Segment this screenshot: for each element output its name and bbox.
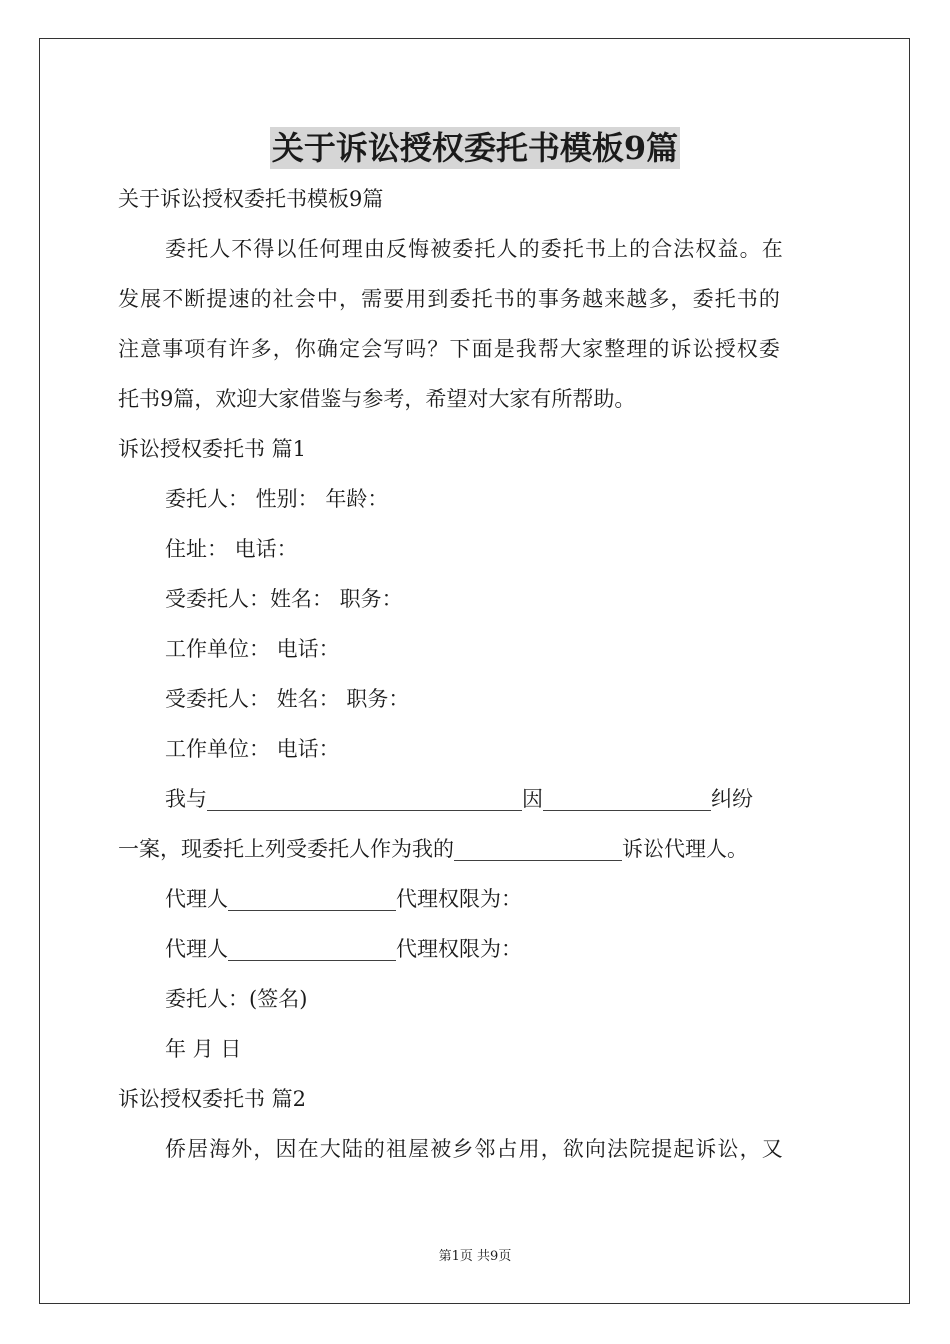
intro-line: 委托人不得以任何理由反悔被委托人的委托书上的合法权益。在 xyxy=(165,237,784,261)
form-line: 代理人________________代理权限为： xyxy=(165,937,522,961)
form-line: 一案，现委托上列受委托人作为我的________________诉讼代理人。 xyxy=(118,837,748,861)
document-title: 关于诉讼授权委托书模板9篇 xyxy=(271,129,679,167)
form-line: 年 月 日 xyxy=(165,1037,242,1061)
section-heading: 诉讼授权委托书 篇1 xyxy=(118,437,307,461)
form-line: 我与______________________________因________________纠纷 xyxy=(165,787,753,811)
form-line: 代理人________________代理权限为： xyxy=(165,887,522,911)
form-line: 受委托人：姓名： 职务： xyxy=(165,587,403,611)
subtitle: 关于诉讼授权委托书模板9篇 xyxy=(118,187,384,211)
form-line: 工作单位： 电话： xyxy=(165,737,340,761)
body-line: 侨居海外，因在大陆的祖屋被乡邻占用，欲向法院提起诉讼，又 xyxy=(165,1137,784,1161)
form-line: 委托人：(签名) xyxy=(165,987,308,1011)
intro-line: 托书9篇，欢迎大家借鉴与参考，希望对大家有所帮助。 xyxy=(118,387,636,411)
intro-line: 注意事项有许多，你确定会写吗？下面是我帮大家整理的诉讼授权委 xyxy=(118,337,781,361)
page-footer: 第1页 共9页 xyxy=(438,1249,512,1264)
form-line: 受委托人： 姓名： 职务： xyxy=(165,687,410,711)
form-line: 住址： 电话： xyxy=(165,537,298,561)
section-heading: 诉讼授权委托书 篇2 xyxy=(118,1087,307,1111)
title-wrap xyxy=(0,127,950,169)
page-border xyxy=(39,38,910,1304)
form-line: 委托人： 性别： 年龄： xyxy=(165,487,389,511)
form-line: 工作单位： 电话： xyxy=(165,637,340,661)
intro-line: 发展不断提速的社会中，需要用到委托书的事务越来越多，委托书的 xyxy=(118,287,781,311)
